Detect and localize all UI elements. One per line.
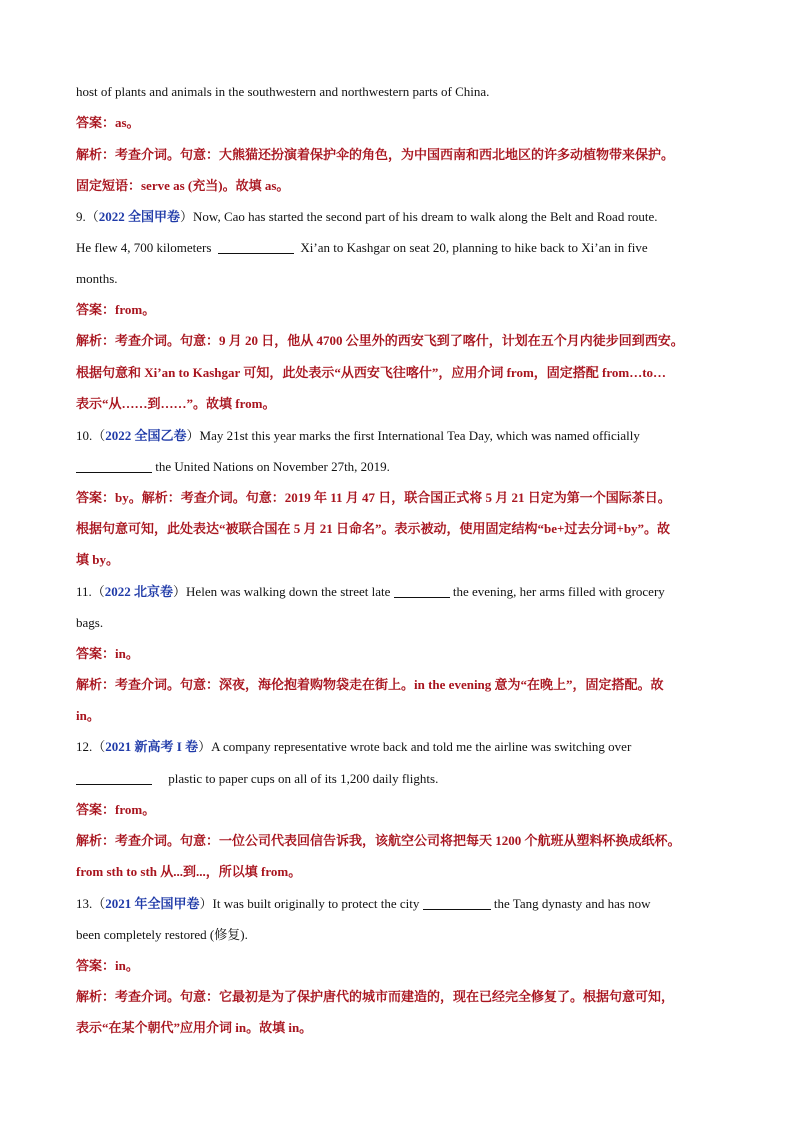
question-11-answer: 答案：in。 [76,646,139,661]
question-13-stem [76,896,726,912]
question-12-analysis: 解析：考查介词。句意：一位公司代表回信告诉我，该航空公司将把每天 1200 个航班从塑料杯换成纸杯。 [76,833,681,848]
question-number: 13.（ [76,896,106,911]
question-10-stem [76,428,726,444]
question-text: the United Nations on November 27th, 2019. [155,459,390,474]
question-8-analysis: 解析：考查介词。句意：大熊猫还扮演着保护伞的角色，为中国西南和西北地区的许多动植物带来保护。 [76,147,675,162]
question-text: He flew 4, 700 kilometers [76,240,212,255]
answer-blank[interactable] [423,897,491,910]
question-text: ）Helen was walking down the street late [173,584,391,599]
question-12-answer: 答案：from。 [76,802,156,817]
question-12-analysis-end: from sth to sth 从...到...，所以填 from。 [76,864,302,879]
question-11-analysis: 解析：考查介词。句意：深夜，海伦抱着购物袋走在街上。in the evening 意为“在晚上”，固定搭配。故 [76,677,664,692]
question-9-answer: 答案：from。 [76,302,156,317]
question-11-stem-end: bags. [76,615,104,630]
question-number: 9.（ [76,209,99,224]
answer-blank[interactable] [218,241,294,254]
question-number: 11.（ [76,584,105,599]
question-number: 10.（ [76,428,106,443]
question-8-answer: 答案：as。 [76,115,140,130]
question-12-stem-cont [76,771,726,787]
question-source: 2022 北京卷 [104,584,174,599]
question-10-analysis-end: 填 by。 [76,552,119,567]
question-text: ）Now, Cao has started the second part of his dream to walk along the Belt and Road route. [180,209,658,224]
question-8-text-end [76,84,726,100]
question-11-analysis-end: in。 [76,708,100,723]
question-source: 2021 年全国甲卷 [105,896,200,911]
text-span: host of plants and animals in the southwestern and northwestern parts of China. [76,84,490,99]
question-12-stem [76,739,726,755]
question-text: ）May 21st this year marks the first International Tea Day, which was named officially [186,428,640,443]
answer-blank[interactable] [76,460,152,473]
question-number: 12.（ [76,739,106,754]
question-text: Xi’an to Kashgar on seat 20, planning to hike back to Xi’an in five [300,240,648,255]
question-text: ）It was built originally to protect the city [199,896,420,911]
question-9-analysis-cont: 根据句意和 Xi’an to Kashgar 可知，此处表示“从西安飞往喀什”，应用介词 from，固定搭配 from…to… [76,365,667,380]
question-9-stem [76,209,726,225]
question-text: the evening, her arms filled with grocery [452,584,665,599]
answer-blank[interactable] [394,585,450,598]
question-text: ）A company representative wrote back and told me the airline was switching over [198,739,632,754]
question-10-stem-cont [76,459,726,475]
question-13-analysis: 解析：考查介词。句意：它最初是为了保护唐代的城市而建造的，现在已经完全修复了。根据句意可知， [76,989,675,1004]
question-10-answer: 答案：by。解析：考查介词。句意：2019 年 11 月 47 日，联合国正式将 5 月 21 日定为第一个国际茶日。 [76,490,671,505]
question-8-analysis-cont: 固定短语：serve as (充当)。故填 as。 [76,178,290,193]
question-9-stem-cont [76,240,726,256]
question-13-answer: 答案：in。 [76,958,139,973]
question-13-analysis-end: 表示“在某个朝代”应用介词 in。故填 in。 [76,1020,313,1035]
question-11-stem [76,584,726,600]
question-source: 2021 新高考 I 卷 [105,739,199,754]
question-9-analysis-end: 表示“从……到……”。故填 from。 [76,396,276,411]
question-10-analysis: 根据句意可知，此处表达“被联合国在 5 月 21 日命名”。表示被动，使用固定结构“be+过去分词+by”。故 [76,521,671,536]
question-9-stem-end: months. [76,271,118,286]
question-text: plastic to paper cups on all of its 1,200 daily flights. [168,771,439,786]
answer-blank[interactable] [76,772,152,785]
question-source: 2022 全国乙卷 [105,428,187,443]
question-9-analysis: 解析：考查介词。句意：9 月 20 日，他从 4700 公里外的西安飞到了喀什，计划在五个月内徒步回到西安。 [76,333,684,348]
question-source: 2022 全国甲卷 [98,209,181,224]
question-text: the Tang dynasty and has now [493,896,651,911]
question-13-stem-end: been completely restored (修复). [76,927,248,942]
